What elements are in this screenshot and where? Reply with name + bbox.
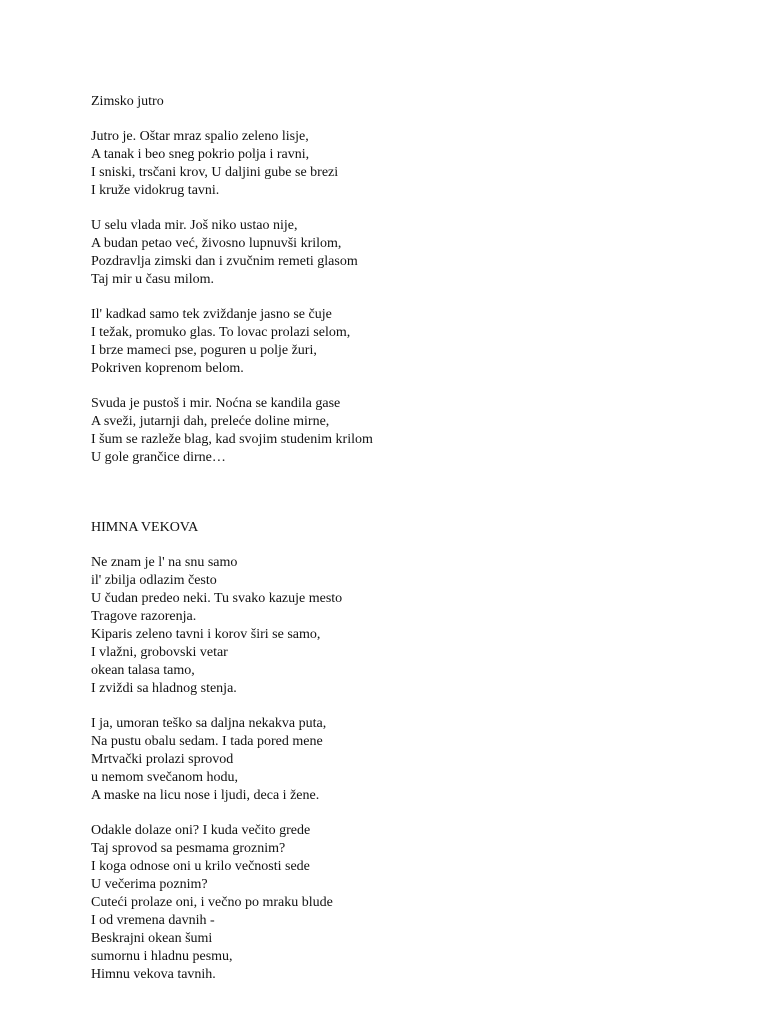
stanza (91, 128, 691, 200)
poem-line: I zviždi sa hladnog stenja. (91, 681, 237, 696)
poem-line: sumornu i hladnu pesmu, (91, 949, 233, 964)
poem-line: I težak, promuko glas. To lovac prolazi selom, (91, 325, 351, 340)
poem-line: Pozdravlja zimski dan i zvučnim remeti glasom (91, 254, 358, 269)
poem-line: Il' kadkad samo tek zviždanje jasno se čuje (91, 307, 332, 322)
poem-line: A tanak i beo sneg pokrio polja i ravni, (91, 147, 310, 162)
poem-line: U gole grančice dirne… (91, 450, 226, 465)
poem-line: il' zbilja odlazim često (91, 573, 217, 588)
poem-line: A maske na licu nose i ljudi, deca i žene. (91, 788, 320, 803)
poem-line: A sveži, jutarnji dah, preleće doline mirne, (91, 414, 330, 429)
poem-line: I koga odnose oni u krilo večnosti sede (91, 859, 310, 874)
poem-line: I ja, umoran teško sa daljna nekakva puta, (91, 716, 327, 731)
stanza (91, 306, 691, 378)
poem-himna-vekova (91, 519, 691, 1001)
poem-line: Jutro je. Oštar mraz spalio zeleno lisje, (91, 129, 309, 144)
poem-line: Cuteći prolaze oni, i večno po mraku blude (91, 895, 333, 910)
poem-line: I od vremena davnih - (91, 913, 215, 928)
stanza (91, 395, 691, 467)
poem-line: I sniski, trsčani krov, U daljini gube se brezi (91, 165, 339, 180)
stanza (91, 822, 691, 984)
poem-line: U selu vlada mir. Još niko ustao nije, (91, 218, 298, 233)
poem-line: Himnu vekova tavnih. (91, 967, 216, 982)
stanza (91, 715, 691, 805)
poem-line: Na pustu obalu sedam. I tada pored mene (91, 734, 323, 749)
poem-title: HIMNA VEKOVA (91, 520, 199, 535)
poem-line: Taj sprovod sa pesmama groznim? (91, 841, 286, 856)
poem-line: Pokriven koprenom belom. (91, 361, 244, 376)
poem-line: A budan petao već, živosno lupnuvši krilom, (91, 236, 342, 251)
poem-line: Taj mir u času milom. (91, 272, 215, 287)
poem-line: Svuda je pustoš i mir. Noćna se kandila gase (91, 396, 341, 411)
poem-line: Kiparis zeleno tavni i korov širi se samo, (91, 627, 321, 642)
poem-line: I vlažni, grobovski vetar (91, 645, 228, 660)
poem-line: okean talasa tamo, (91, 663, 195, 678)
poem-zimsko-jutro (91, 93, 691, 484)
poem-line: Beskrajni okean šumi (91, 931, 213, 946)
poem-line: Mrtvački prolazi sprovod (91, 752, 234, 767)
poem-title: Zimsko jutro (91, 94, 164, 109)
poem-line: Ne znam je l' na snu samo (91, 555, 238, 570)
poem-line: Tragove razorenja. (91, 609, 197, 624)
poem-line: U čudan predeo neki. Tu svako kazuje mesto (91, 591, 343, 606)
poem-line: I kruže vidokrug tavni. (91, 183, 220, 198)
poem-line: I brze mameci pse, poguren u polje žuri, (91, 343, 317, 358)
stanza (91, 554, 691, 698)
poem-line: U večerima poznim? (91, 877, 208, 892)
stanza (91, 217, 691, 289)
poem-line: Odakle dolaze oni? I kuda večito grede (91, 823, 311, 838)
poem-line: u nemom svečanom hodu, (91, 770, 238, 785)
poem-line: I šum se razleže blag, kad svojim studenim krilom (91, 432, 373, 447)
